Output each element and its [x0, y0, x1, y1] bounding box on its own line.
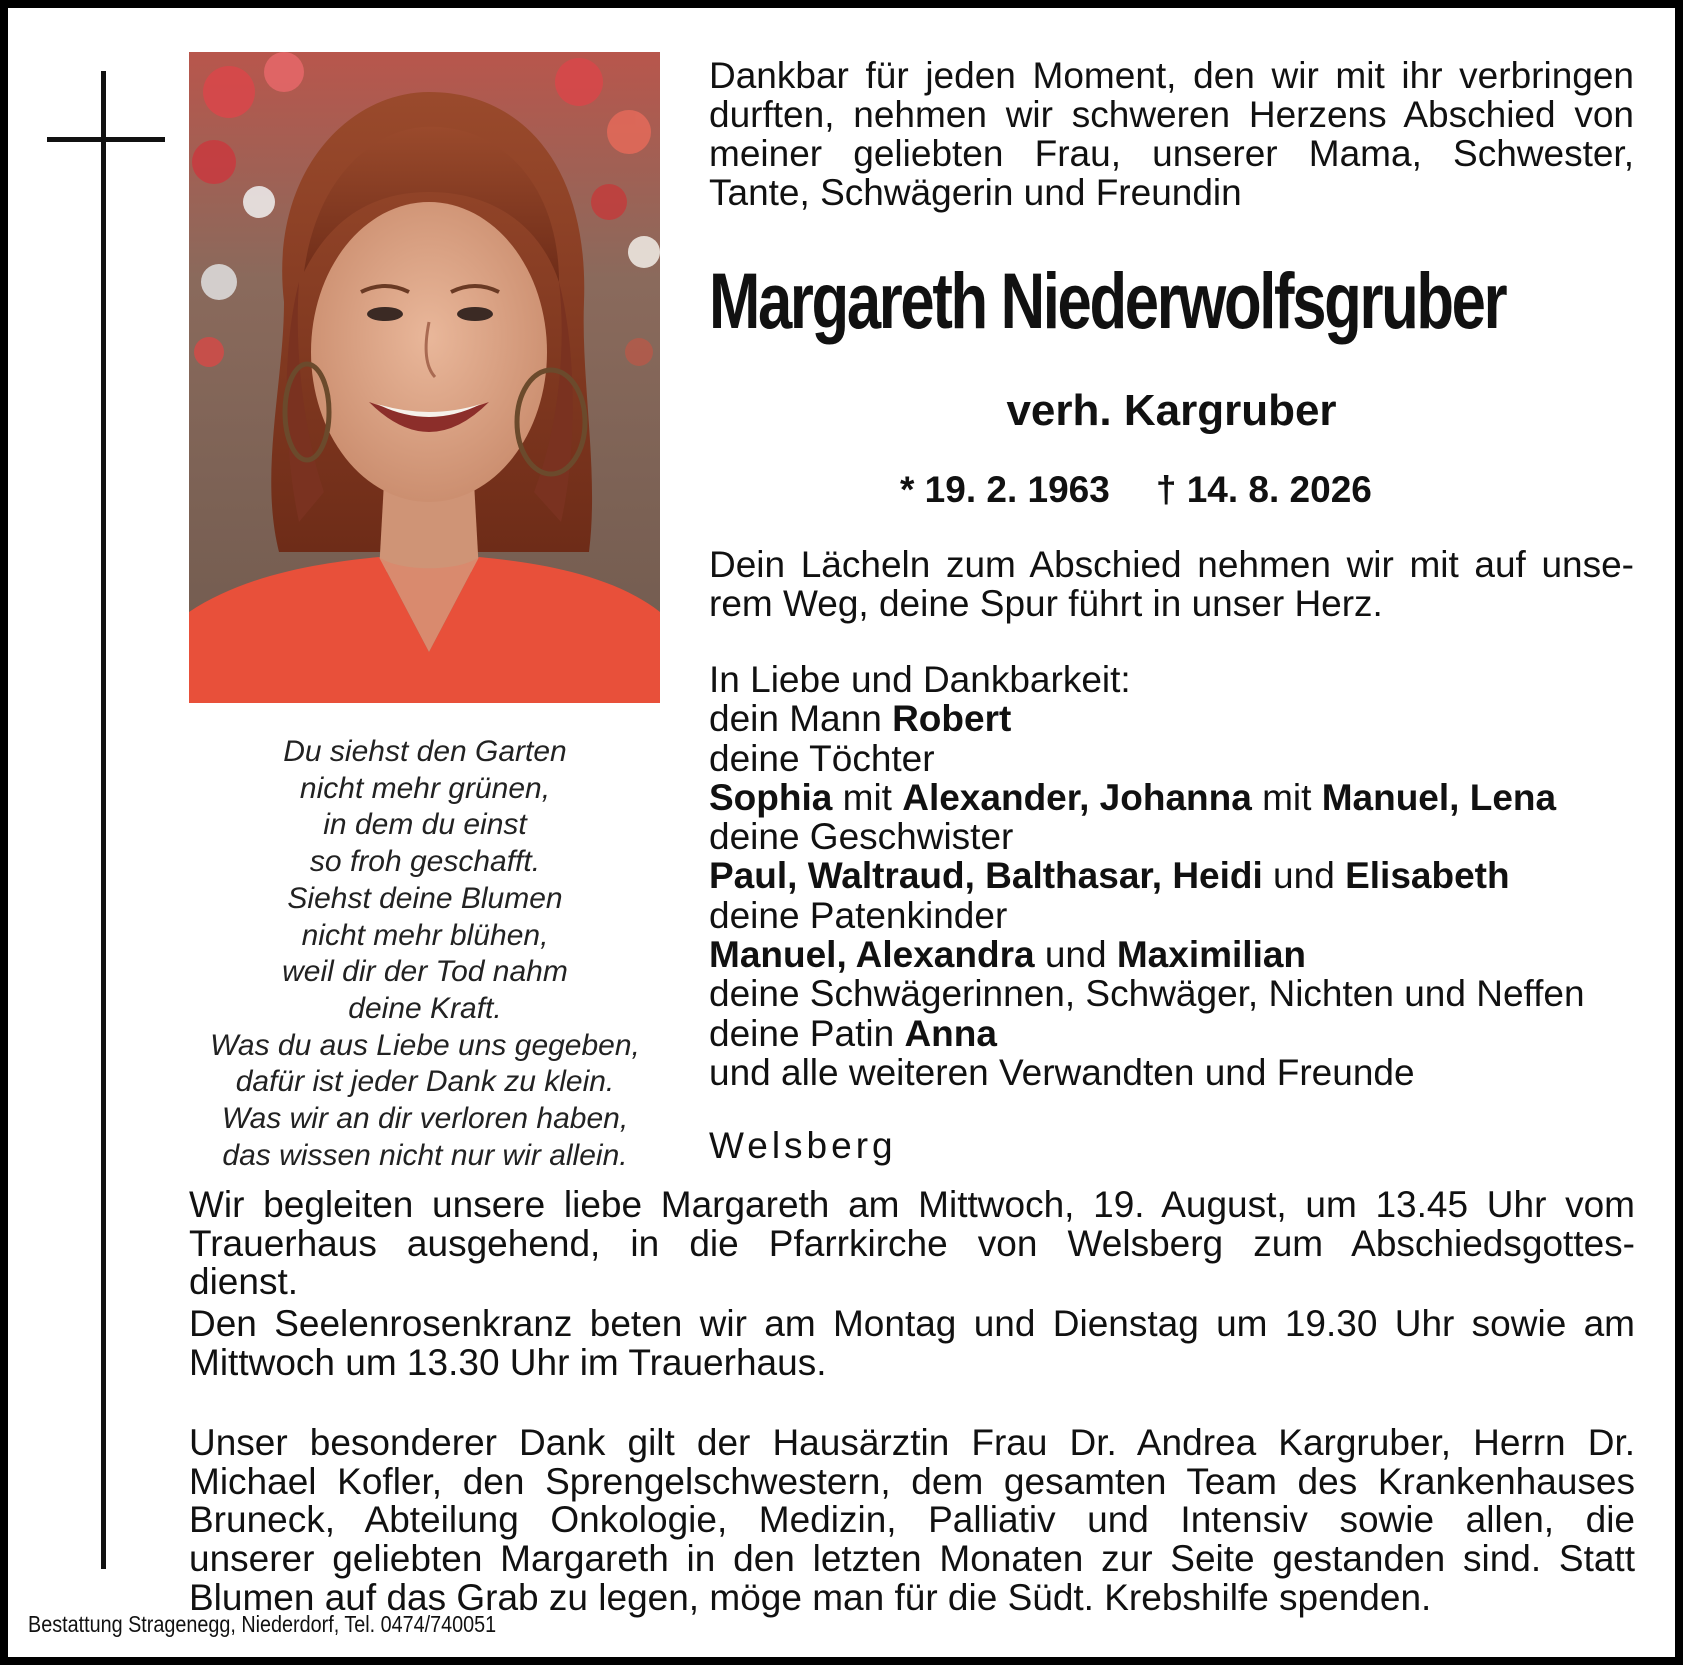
intro-line: durften, nehmen wir schweren Herzens Abschied von: [709, 94, 1634, 135]
married-name: verh. Kargruber: [1006, 386, 1337, 435]
daughters-label: deine Töchter: [709, 737, 935, 779]
poem-line: nicht mehr grünen,: [299, 771, 551, 805]
cross-icon-vertical: [101, 71, 106, 1569]
poem-line: weil dir der Tod nahm: [282, 955, 568, 989]
others-row: und alle weiteren Verwandten und Freunde: [709, 1051, 1415, 1093]
intro-line: Tante, Schwägerin und Freundin: [709, 172, 1242, 213]
husband-label: dein Mann: [709, 698, 893, 740]
inlaws-row: deine Schwägerinnen, Schwäger, Nichten und Neffen: [709, 973, 1585, 1015]
godchildren-row: [709, 935, 1649, 974]
funeral-line: Wir begleiten unsere liebe Margareth am Mittwoch, 19. August, um 13.45 Uhr vom: [189, 1184, 1635, 1225]
funeral-line: Trauerhaus ausgehend, in die Pfarrkirche von Welsberg zum Abschiedsgottes-: [189, 1222, 1635, 1264]
intro-paragraph: [709, 56, 1634, 212]
godchild-name: Maximilian: [1116, 934, 1307, 976]
poem-line: Was du aus Liebe uns gegeben,: [210, 1028, 640, 1062]
godmother-label: deine Patin: [709, 1012, 905, 1054]
godchild-names: Manuel, Alexandra: [709, 934, 1035, 976]
thanks-paragraph: [189, 1424, 1635, 1618]
siblings-label: deine Geschwister: [709, 816, 1014, 858]
thanks-line: Blumen auf das Grab zu legen, möge man für die Südt. Krebshilfe spenden.: [189, 1576, 1432, 1618]
connector-text: mit: [1251, 776, 1322, 818]
thanks-line: unserer geliebten Margareth in den letzten Monaten zur Seite gestanden sind. Statt: [189, 1538, 1635, 1580]
quote-line: Dein Lächeln zum Abschied nehmen wir mit auf unse-: [709, 544, 1634, 585]
cross-icon-horizontal: [47, 137, 165, 142]
poem-line: so froh geschafft.: [309, 845, 541, 879]
portrait-photo: [189, 52, 660, 703]
memorial-poem: [175, 734, 675, 1174]
death-date: † 14. 8. 2026: [1155, 469, 1372, 510]
connector-text: und: [1034, 934, 1117, 976]
farewell-quote: [709, 545, 1634, 623]
frame-left-border: [0, 0, 8, 1665]
poem-line: Du siehst den Garten: [283, 735, 567, 768]
life-dates: [900, 468, 1460, 512]
thanks-line: Unser besonderer Dank gilt der Hausärztin Frau Dr. Andrea Kargruber, Herrn Dr.: [189, 1422, 1635, 1463]
rosary-line: Den Seelenrosenkranz beten wir am Montag und Dienstag um 19.30 Uhr sowie am: [189, 1303, 1635, 1344]
funeral-home-footer: Bestattung Stragenegg, Niederdorf, Tel. 0474/740051: [28, 1611, 497, 1637]
intro-line: meiner geliebten Frau, unserer Mama, Schwester,: [709, 133, 1634, 174]
mourners-heading: In Liebe und Dankbarkeit:: [709, 659, 1131, 700]
place-name: Welsberg: [709, 1125, 897, 1166]
rosary-announcement: [189, 1305, 1635, 1382]
frame-top-border: [0, 0, 1683, 8]
siblings-row: [709, 856, 1649, 895]
funeral-announcement: [189, 1186, 1635, 1302]
connector-text: mit: [832, 776, 903, 818]
daughter-partner-names: Alexander, Johanna: [902, 776, 1252, 818]
funeral-line: dienst.: [189, 1261, 299, 1303]
deceased-name: Margareth Niederwolfsgruber: [709, 256, 1506, 345]
frame-bottom-border: [0, 1657, 1683, 1665]
poem-line: in dem du einst: [323, 808, 527, 842]
poem-line: Was wir an dir verloren haben,: [221, 1102, 629, 1136]
rosary-line: Mittwoch um 13.30 Uhr im Trauerhaus.: [189, 1341, 827, 1383]
godchildren-label: deine Patenkinder: [709, 894, 1008, 936]
poem-line: deine Kraft.: [348, 991, 502, 1025]
frame-right-border: [1675, 0, 1683, 1665]
thanks-line: Michael Kofler, den Sprengelschwestern, dem gesamten Team des Krankenhauses: [189, 1460, 1635, 1502]
thanks-line: Bruneck, Abteilung Onkologie, Medizin, Palliativ und Intensiv sowie allen, die: [189, 1499, 1635, 1541]
sibling-name: Elisabeth: [1345, 855, 1510, 897]
poem-line: Siehst deine Blumen: [287, 881, 563, 915]
daughters-row: [709, 778, 1649, 817]
sibling-names: Paul, Waltraud, Balthasar, Heidi: [709, 855, 1263, 897]
husband-name: Robert: [892, 698, 1012, 740]
mourners-list: [709, 660, 1649, 1092]
poem-line: das wissen nicht nur wir allein.: [222, 1138, 628, 1172]
daughter-name: Sophia: [709, 776, 833, 818]
husband-row: [709, 699, 1649, 738]
connector-text: und: [1262, 855, 1346, 897]
birth-date: * 19. 2. 1963: [900, 469, 1110, 510]
intro-line: Dankbar für jeden Moment, den wir mit ihr verbringen: [709, 55, 1634, 96]
godmother-row: [709, 1014, 1649, 1053]
godmother-name: Anna: [904, 1012, 997, 1054]
daughter-partner-names: Manuel, Lena: [1321, 776, 1557, 818]
poem-line: dafür ist jeder Dank zu klein.: [235, 1065, 615, 1099]
poem-line: nicht mehr blühen,: [301, 918, 549, 952]
quote-line: rem Weg, deine Spur führt in unser Herz.: [709, 583, 1383, 624]
